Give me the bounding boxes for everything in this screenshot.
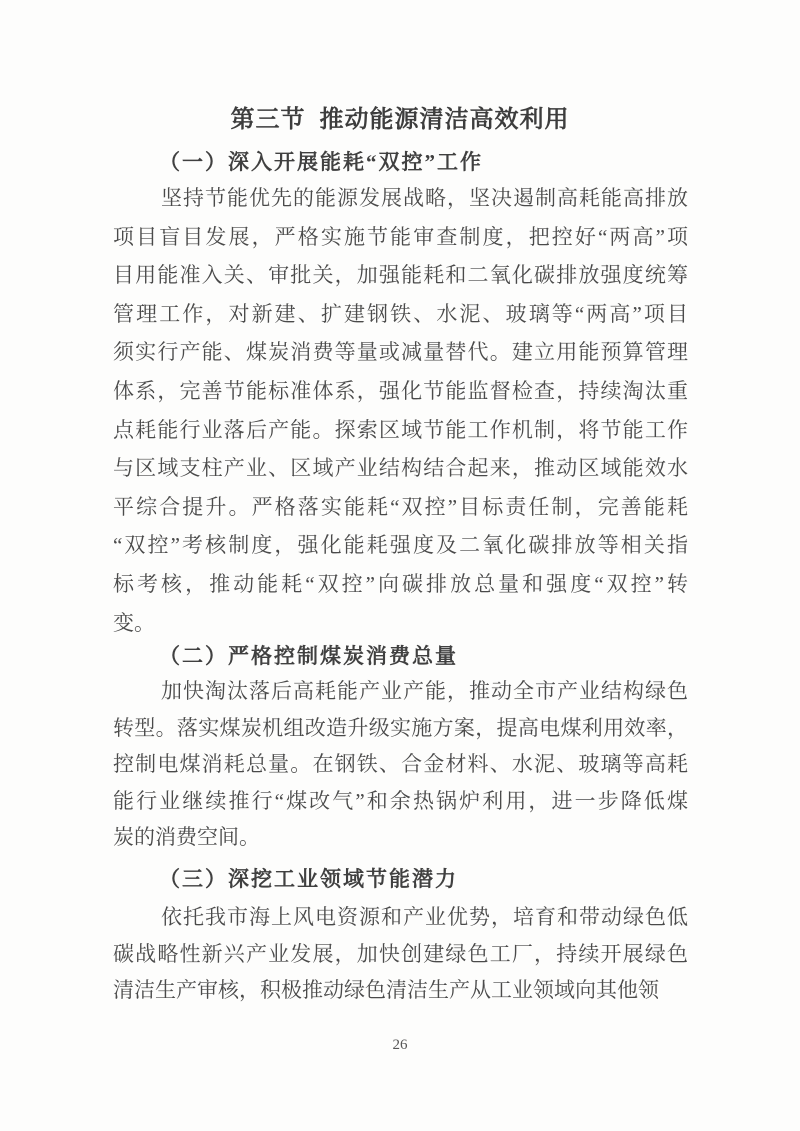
paragraph-line: 清洁生产审核，积极推动绿色清洁生产从工业领域向其他领 [113, 978, 659, 1003]
paragraph-line: 与区域支柱产业、区域产业结构结合起来，推动区域能效水 [113, 456, 688, 481]
paragraph-line: “双控”考核制度，强化能耗强度及二氧化碳排放等相关指 [113, 533, 688, 558]
paragraph-line: 目用能准入关、审批关，加强能耗和二氧化碳排放强度统筹 [113, 263, 688, 288]
paragraph-line: 转型。落实煤炭机组改造升级实施方案，提高电煤利用效率， [113, 715, 688, 740]
paragraph-line: 能行业继续推行“煤改气”和余热锅炉利用，进一步降低煤 [113, 788, 688, 813]
paragraph-line: 项目盲目发展，严格实施节能审查制度，把控好“两高”项 [113, 224, 688, 249]
paragraph-line: 控制电煤消耗总量。在钢铁、合金材料、水泥、玻璃等高耗 [113, 752, 688, 777]
paragraph-line: 依托我市海上风电资源和产业优势，培育和带动绿色低 [161, 905, 688, 929]
paragraph-line: 标考核，推动能耗“双控”向碳排放总量和强度“双控”转 [113, 571, 688, 596]
paragraph-line: 管理工作，对新建、扩建钢铁、水泥、玻璃等“两高”项目 [113, 301, 688, 326]
section-title: 第三节 推动能源清洁高效利用 [230, 107, 570, 133]
subsection-heading-2: （二）严格控制煤炭消费总量 [159, 644, 458, 668]
paragraph-2 [113, 673, 688, 856]
paragraph-line: 点耗能行业落后产能。探索区域节能工作机制，将节能工作 [113, 417, 688, 442]
paragraph-line: 变。 [113, 610, 155, 635]
paragraph-line: 炭的消费空间。 [113, 825, 260, 850]
page-number: 26 [392, 1037, 408, 1053]
subsection-heading-3: （三）深挖工业领域节能潜力 [159, 867, 458, 891]
subsection-heading-1: （一）深入开展能耗“双控”工作 [159, 150, 483, 174]
paragraph-line: 平综合提升。严格落实能耗“双控”目标责任制，完善能耗 [113, 494, 688, 519]
paragraph-line: 体系，完善节能标准体系，强化节能监督检查，持续淘汰重 [113, 378, 688, 403]
paragraph-line: 坚持节能优先的能源发展战略，坚决遏制高耗能高排放 [161, 186, 688, 210]
paragraph-1 [113, 179, 688, 642]
paragraph-line: 碳战略性新兴产业发展，加快创建绿色工厂，持续开展绿色 [113, 941, 688, 966]
paragraph-line: 加快淘汰落后高耗能产业产能，推动全市产业结构绿色 [161, 679, 688, 703]
paragraph-line: 须实行产能、煤炭消费等量或减量替代。建立用能预算管理 [113, 340, 688, 365]
paragraph-3 [113, 899, 688, 1009]
